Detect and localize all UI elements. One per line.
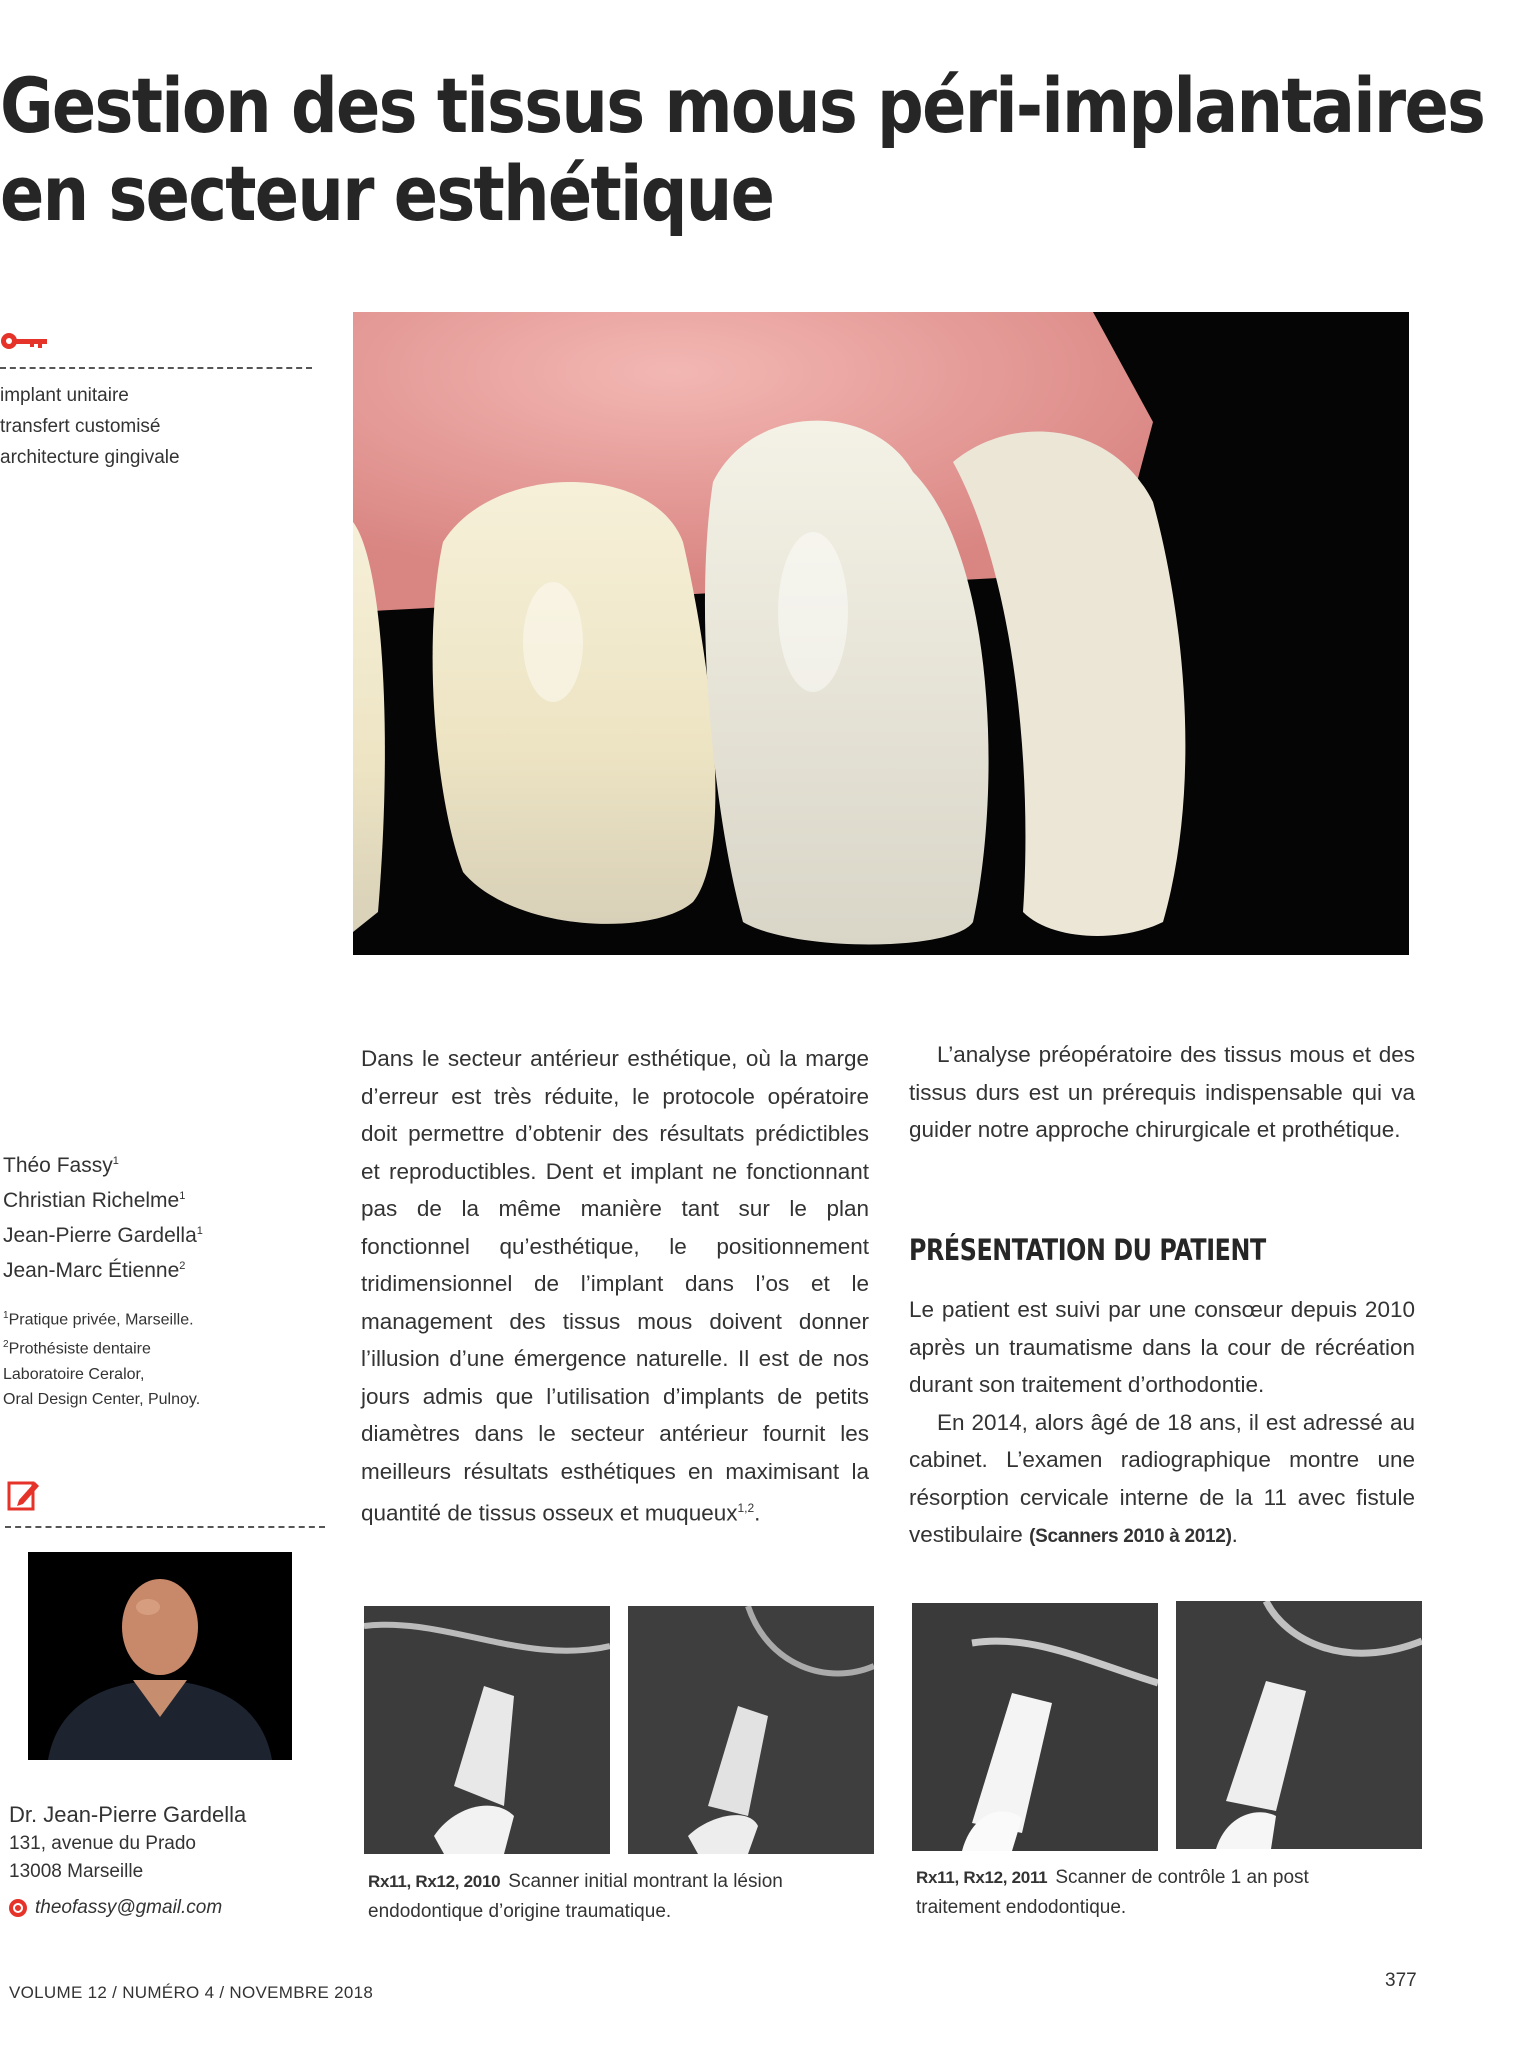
section-title: PRÉSENTATION DU PATIENT <box>909 1233 1266 1267</box>
affiliation-1: $^1$Pratique privée, Marseille. <box>3 1310 194 1329</box>
scan-2011-b <box>1176 1601 1422 1849</box>
body-column-1 <box>361 1040 869 1532</box>
email-link[interactable]: theofassy@gmail.com <box>35 1897 223 1918</box>
intro-paragraph: Dans le secteur antérieur esthétique, où la marge d’erreur est très réduite, le protocole opératoire doit permettre d’obtenir des résultats prédictibles et reproductibles. Dent et implant ne fonctionnant pas de la même manière tant sur le plan fonctionnel qu’esthétique, le positionnement tridimensionnel de l’implant dans l’os et le management des tissus mous doivent donner l’illusion d’une émergence naturelle. Il est de nos jours admis que l’utilisation d’implants de petits diamètres dans le secteur antérieur fournit les meilleurs résultats esthétiques en maximisant la quantité de tissus osseux et muqueux$^{1,2}$. <box>361 1046 869 1526</box>
affiliation-2: $^2$Prothésiste dentaire <box>3 1339 151 1358</box>
author-divider <box>5 1526 325 1528</box>
affiliations <box>3 1303 323 1412</box>
title-line-1: Gestion des tissus mous péri-implantaires <box>0 61 1485 150</box>
scan-2010-b <box>628 1606 874 1854</box>
figure-label: Rx11, Rx12, 2011 <box>916 1868 1048 1887</box>
title-line-2: en secteur esthétique <box>0 149 774 238</box>
reference-marker: 1,2 <box>737 1501 755 1515</box>
page-title <box>0 61 1485 238</box>
author: Jean-Marc Étienne$^2$ <box>3 1259 186 1282</box>
email-icon <box>9 1899 27 1917</box>
scan-2010-a <box>364 1606 610 1854</box>
keyword: transfert customisé <box>0 416 161 437</box>
keywords-divider <box>0 367 312 369</box>
author: Théo Fassy$^1$ <box>3 1154 119 1177</box>
page-number: 377 <box>1385 1970 1417 1991</box>
keyword: implant unitaire <box>0 385 129 406</box>
contact-block <box>9 1800 329 1886</box>
contact-address-line-2: 13008 Marseille <box>9 1861 144 1882</box>
key-icon <box>0 330 50 352</box>
figure-caption-2010: Rx11, Rx12, 2010 Scanner initial montrant la lésion endodontique d’origine traumatique. <box>368 1871 783 1922</box>
keyword: architecture gingivale <box>0 447 180 468</box>
figure-caption-2011: Rx11, Rx12, 2011 Scanner de contrôle 1 an post traitement endodontique. <box>916 1867 1309 1918</box>
keywords-list <box>0 380 320 473</box>
contact-address-line-1: 131, avenue du Prado <box>9 1833 196 1854</box>
figure-reference: (Scanners 2010 à 2012) <box>1029 1526 1232 1547</box>
body-column-2-patient <box>909 1291 1415 1556</box>
patient-paragraph-1: Le patient est suivi par une consœur depuis 2010 après un traumatisme dans la cour de récréation durant son traitement d’orthodontie. <box>909 1297 1415 1397</box>
author: Jean-Pierre Gardella$^1$ <box>3 1224 203 1247</box>
analysis-paragraph: L’analyse préopératoire des tissus mous et des tissus durs est un prérequis indispensable qui va guider notre approche chirurgicale et prothétique. <box>909 1042 1415 1142</box>
email-row <box>9 1897 222 1919</box>
author-portrait <box>28 1552 292 1760</box>
patient-paragraph-2: En 2014, alors âgé de 18 ans, il est adressé au cabinet. L’examen radiographique montre une résorption cervicale interne de la 11 avec fistule vestibulaire (Scanners 2010 à 2012). <box>909 1409 1415 1547</box>
affiliation-2-center: Oral Design Center, Pulnoy. <box>3 1390 201 1408</box>
affiliation-2-lab: Laboratoire Ceralor, <box>3 1365 145 1383</box>
figure-label: Rx11, Rx12, 2010 <box>368 1872 501 1891</box>
journal-issue: VOLUME 12 / NUMÉRO 4 / NOVEMBRE 2018 <box>9 1983 374 2002</box>
author-list <box>3 1146 323 1286</box>
body-column-2-intro <box>909 1036 1415 1149</box>
scan-2011-a <box>912 1603 1158 1851</box>
author: Christian Richelme$^1$ <box>3 1189 186 1212</box>
edit-icon <box>7 1478 41 1512</box>
contact-name: Dr. Jean-Pierre Gardella <box>9 1802 247 1827</box>
dental-photo <box>353 312 1409 955</box>
